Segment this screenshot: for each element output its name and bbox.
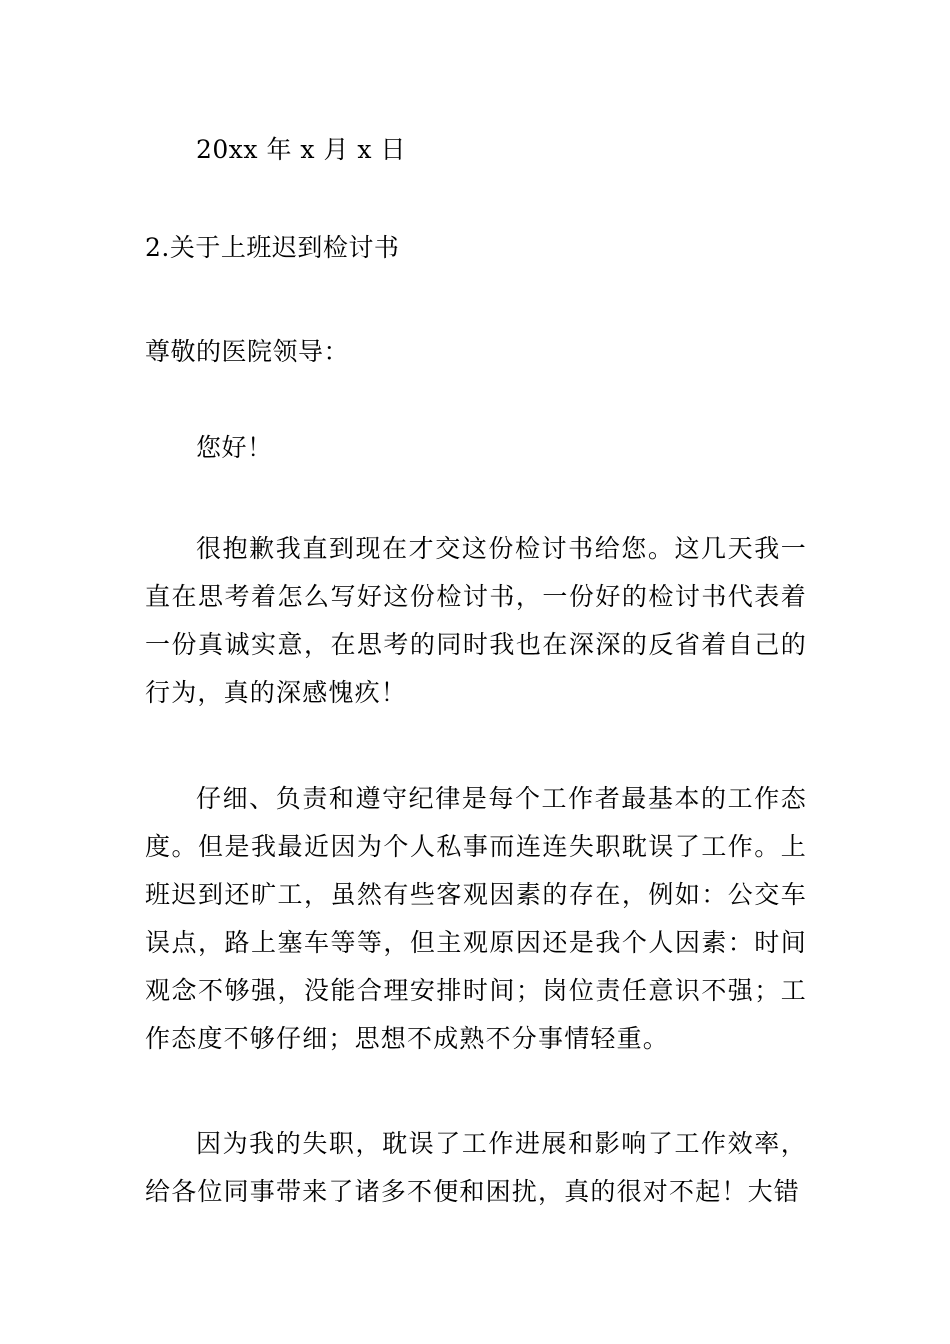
paragraph-3: 因为我的失职，耽误了工作进展和影响了工作效率，给各位同事带来了诸多不便和困扰，真的很对不起！大错 bbox=[145, 1129, 807, 1206]
section-title: 2.关于上班迟到检讨书 bbox=[145, 233, 400, 262]
salutation: 尊敬的医院领导： bbox=[145, 337, 350, 366]
greeting: 您好！ bbox=[196, 433, 273, 462]
paragraph-2: 仔细、负责和遵守纪律是每个工作者最基本的工作态度。但是我最近因为个人私事而连连失职耽误了工作。上班迟到还旷工，虽然有些客观因素的存在，例如：公交车误点，路上塞车等等，但主观原因还是我个人因素：时间观念不够强，没能合理安排时间；岗位责任意识不强；工作态度不够仔细；思想不成熟不分事情轻重。 bbox=[145, 784, 807, 1053]
paragraph-1: 很抱歉我直到现在才交这份检讨书给您。这几天我一直在思考着怎么写好这份检讨书，一份好的检讨书代表着一份真诚实意，在思考的同时我也在深深的反省着自己的行为，真的深感愧疚！ bbox=[145, 534, 807, 707]
date-line: 20xx 年 x 月 x 日 bbox=[196, 135, 406, 164]
